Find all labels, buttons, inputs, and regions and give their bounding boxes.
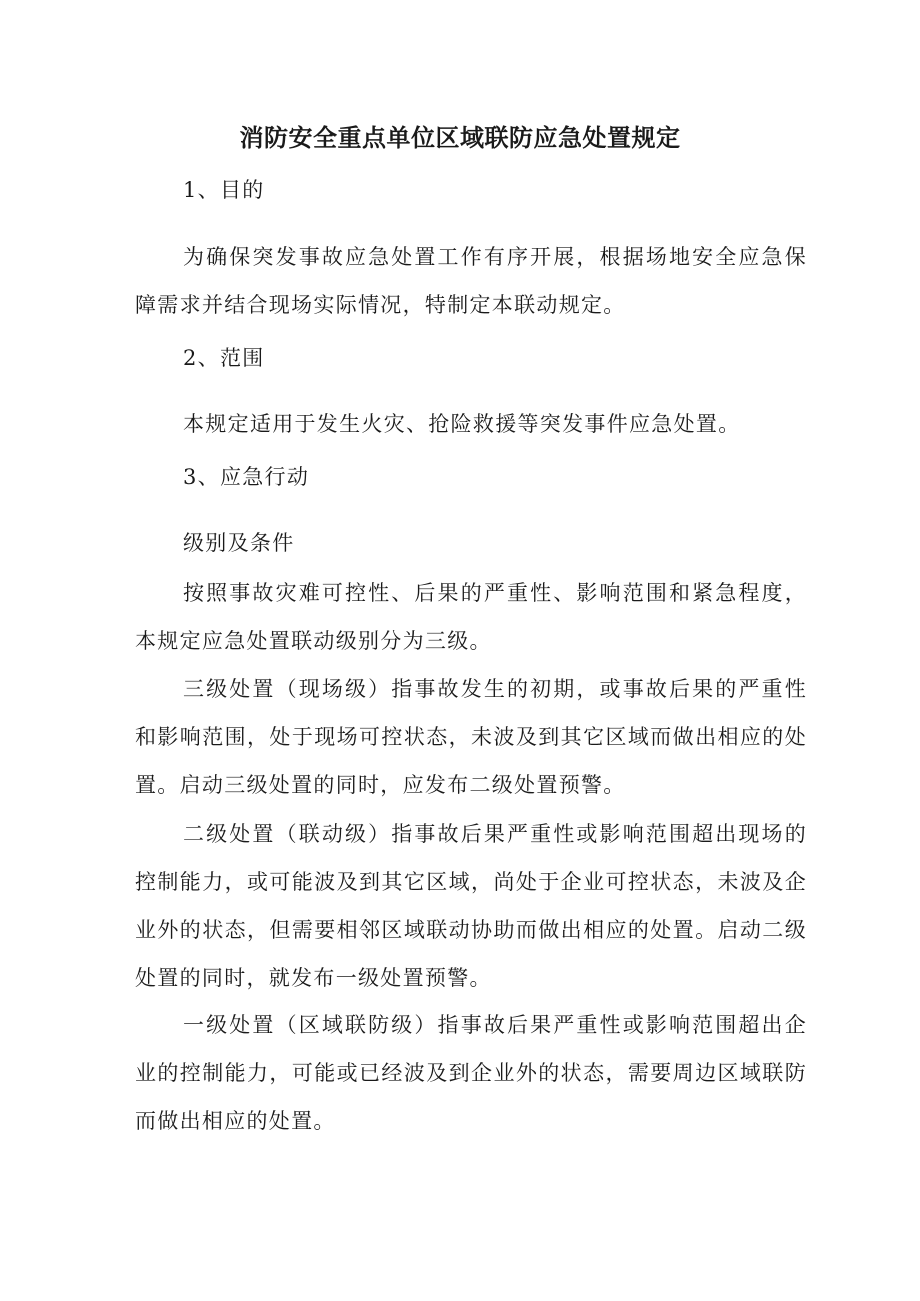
- paragraph-level-overview: 按照事故灾难可控性、后果的严重性、影响范围和紧急程度，本规定应急处置联动级别分为三级。: [135, 581, 807, 653]
- paragraph-scope: 本规定适用于发生火灾、抢险救援等突发事件应急处置。: [183, 412, 741, 436]
- paragraph-level-3: 三级处置（现场级）指事故发生的初期，或事故后果的严重性和影响范围，处于现场可控状态，未波及到其它区域而做出相应的处置。启动三级处置的同时，应发布二级处置预警。: [135, 677, 807, 797]
- section-heading-purpose: 1、目的: [183, 178, 265, 202]
- section-heading-emergency-action: 3、应急行动: [183, 465, 310, 489]
- section-heading-scope: 2、范围: [183, 346, 265, 370]
- document-title: 消防安全重点单位区域联防应急处置规定: [239, 124, 681, 152]
- paragraph-purpose: 为确保突发事故应急处置工作有序开展，根据场地安全应急保障需求并结合现场实际情况，特制定本联动规定。: [135, 245, 807, 317]
- paragraph-level-1: 一级处置（区域联防级）指事故后果严重性或影响范围超出企业的控制能力，可能或已经波及到企业外的状态，需要周边区域联防而做出相应的处置。: [135, 1013, 807, 1133]
- subsection-heading-levels: 级别及条件: [183, 531, 295, 555]
- paragraph-level-2: 二级处置（联动级）指事故后果严重性或影响范围超出现场的控制能力，或可能波及到其它区域，尚处于企业可控状态，未波及企业外的状态，但需要相邻区域联动协助而做出相应的处置。启动二级处置的同时，就发布一级处置预警。: [135, 822, 807, 990]
